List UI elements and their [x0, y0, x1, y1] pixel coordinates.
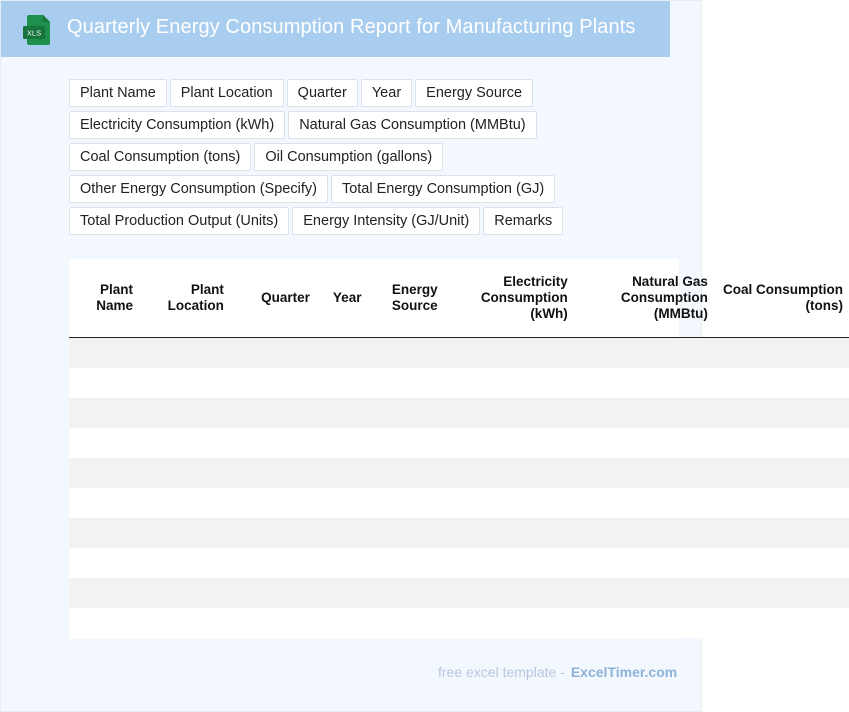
field-chip[interactable]: Oil Consumption (gallons)	[254, 143, 443, 171]
field-chip[interactable]: Year	[361, 79, 412, 107]
table-cell[interactable]	[444, 608, 574, 638]
data-table-container[interactable]	[69, 259, 843, 639]
table-cell[interactable]	[139, 518, 230, 548]
field-chip[interactable]: Energy Source	[415, 79, 533, 107]
table-cell[interactable]	[367, 518, 443, 548]
table-cell[interactable]	[316, 398, 368, 428]
table-cell[interactable]	[69, 608, 139, 638]
field-chip[interactable]: Remarks	[483, 207, 563, 235]
table-cell[interactable]	[444, 548, 574, 578]
table-cell[interactable]	[574, 337, 714, 368]
table-row	[69, 368, 849, 398]
table-cell[interactable]	[574, 518, 714, 548]
table-body	[69, 337, 849, 638]
table-cell[interactable]	[367, 608, 443, 638]
column-header[interactable]: Quarter	[230, 259, 316, 337]
table-cell[interactable]	[574, 578, 714, 608]
table-cell[interactable]	[367, 398, 443, 428]
table-cell[interactable]	[444, 398, 574, 428]
table-row	[69, 458, 849, 488]
footer-credit	[438, 664, 677, 680]
table-cell[interactable]	[230, 548, 316, 578]
table-cell[interactable]	[574, 458, 714, 488]
header-bar	[1, 1, 670, 57]
table-row	[69, 428, 849, 458]
excel-file-icon	[22, 14, 52, 46]
table-cell[interactable]	[69, 578, 139, 608]
table-cell[interactable]	[69, 368, 139, 398]
table-row	[69, 578, 849, 608]
chip-row	[69, 207, 589, 235]
table-row	[69, 518, 849, 548]
field-chip[interactable]: Coal Consumption (tons)	[69, 143, 251, 171]
table-cell[interactable]	[230, 337, 316, 368]
table-cell[interactable]	[714, 518, 849, 548]
table-cell[interactable]	[230, 428, 316, 458]
table-cell[interactable]	[139, 458, 230, 488]
table-cell[interactable]	[574, 398, 714, 428]
table-cell[interactable]	[69, 518, 139, 548]
chip-row	[69, 175, 589, 203]
field-chip[interactable]: Total Production Output (Units)	[69, 207, 289, 235]
table-cell[interactable]	[230, 518, 316, 548]
table-cell[interactable]	[316, 368, 368, 398]
table-cell[interactable]	[230, 458, 316, 488]
table-cell[interactable]	[139, 548, 230, 578]
table-cell[interactable]	[444, 368, 574, 398]
table-cell[interactable]	[69, 428, 139, 458]
column-header[interactable]: Natural Gas Consumption (MMBtu)	[574, 259, 714, 337]
table-cell[interactable]	[69, 398, 139, 428]
table-cell[interactable]	[367, 548, 443, 578]
table-cell[interactable]	[69, 458, 139, 488]
table-row	[69, 608, 849, 638]
table-cell[interactable]	[367, 337, 443, 368]
field-chip-list	[69, 79, 589, 239]
table-cell[interactable]	[574, 428, 714, 458]
table-row	[69, 548, 849, 578]
table-cell[interactable]	[714, 548, 849, 578]
table-cell[interactable]	[230, 608, 316, 638]
table-cell[interactable]	[367, 578, 443, 608]
table-cell[interactable]	[714, 458, 849, 488]
table-cell[interactable]	[139, 398, 230, 428]
column-header[interactable]: Year	[316, 259, 368, 337]
table-cell[interactable]	[444, 458, 574, 488]
table-cell[interactable]	[316, 548, 368, 578]
chip-row	[69, 79, 589, 107]
column-header[interactable]: Energy Source	[367, 259, 443, 337]
table-cell[interactable]	[714, 368, 849, 398]
table-cell[interactable]	[367, 368, 443, 398]
column-header[interactable]: Electricity Consumption (kWh)	[444, 259, 574, 337]
table-cell[interactable]	[444, 428, 574, 458]
table-cell[interactable]	[714, 578, 849, 608]
table-cell[interactable]	[316, 578, 368, 608]
table-cell[interactable]	[316, 428, 368, 458]
table-cell[interactable]	[230, 398, 316, 428]
field-chip[interactable]: Quarter	[287, 79, 358, 107]
field-chip[interactable]: Other Energy Consumption (Specify)	[69, 175, 328, 203]
chip-row	[69, 143, 589, 171]
table-cell[interactable]	[714, 488, 849, 518]
table-cell[interactable]	[444, 518, 574, 548]
table-cell[interactable]	[230, 488, 316, 518]
field-chip[interactable]: Plant Location	[170, 79, 284, 107]
xls-icon-label: XLS	[26, 28, 42, 38]
table-cell[interactable]	[230, 578, 316, 608]
table-cell[interactable]	[444, 337, 574, 368]
data-table	[69, 259, 849, 638]
footer-text: free excel template -	[438, 664, 565, 680]
table-cell[interactable]	[367, 428, 443, 458]
table-cell[interactable]	[139, 608, 230, 638]
table-cell[interactable]	[367, 458, 443, 488]
table-cell[interactable]	[316, 488, 368, 518]
column-header[interactable]: Coal Consumption (tons)	[714, 259, 849, 337]
table-row	[69, 398, 849, 428]
table-cell[interactable]	[714, 428, 849, 458]
table-cell[interactable]	[316, 458, 368, 488]
table-row	[69, 337, 849, 368]
table-cell[interactable]	[139, 488, 230, 518]
table-cell[interactable]	[367, 488, 443, 518]
column-header[interactable]: Plant Location	[139, 259, 230, 337]
field-chip[interactable]: Natural Gas Consumption (MMBtu)	[288, 111, 536, 139]
field-chip[interactable]: Energy Intensity (GJ/Unit)	[292, 207, 480, 235]
table-cell[interactable]	[69, 548, 139, 578]
table-header-row	[69, 259, 849, 337]
table-cell[interactable]	[574, 608, 714, 638]
table-cell[interactable]	[574, 368, 714, 398]
column-header[interactable]: Plant Name	[69, 259, 139, 337]
table-cell[interactable]	[139, 368, 230, 398]
table-cell[interactable]	[230, 368, 316, 398]
table-cell[interactable]	[316, 337, 368, 368]
table-cell[interactable]	[714, 398, 849, 428]
table-cell[interactable]	[444, 488, 574, 518]
table-row	[69, 488, 849, 518]
table-cell[interactable]	[574, 548, 714, 578]
table-cell[interactable]	[444, 578, 574, 608]
table-cell[interactable]	[69, 337, 139, 368]
field-chip[interactable]: Plant Name	[69, 79, 167, 107]
table-cell[interactable]	[574, 488, 714, 518]
field-chip[interactable]: Total Energy Consumption (GJ)	[331, 175, 555, 203]
table-cell[interactable]	[69, 488, 139, 518]
page-title: Quarterly Energy Consumption Report for Manufacturing Plants	[67, 16, 636, 38]
field-chip[interactable]: Electricity Consumption (kWh)	[69, 111, 285, 139]
footer-brand-link[interactable]: ExcelTimer.com	[570, 664, 678, 680]
table-cell[interactable]	[139, 337, 230, 368]
chip-row	[69, 111, 589, 139]
table-cell[interactable]	[139, 428, 230, 458]
table-cell[interactable]	[316, 608, 368, 638]
table-cell[interactable]	[714, 337, 849, 368]
table-cell[interactable]	[714, 608, 849, 638]
table-cell[interactable]	[316, 518, 368, 548]
table-cell[interactable]	[139, 578, 230, 608]
